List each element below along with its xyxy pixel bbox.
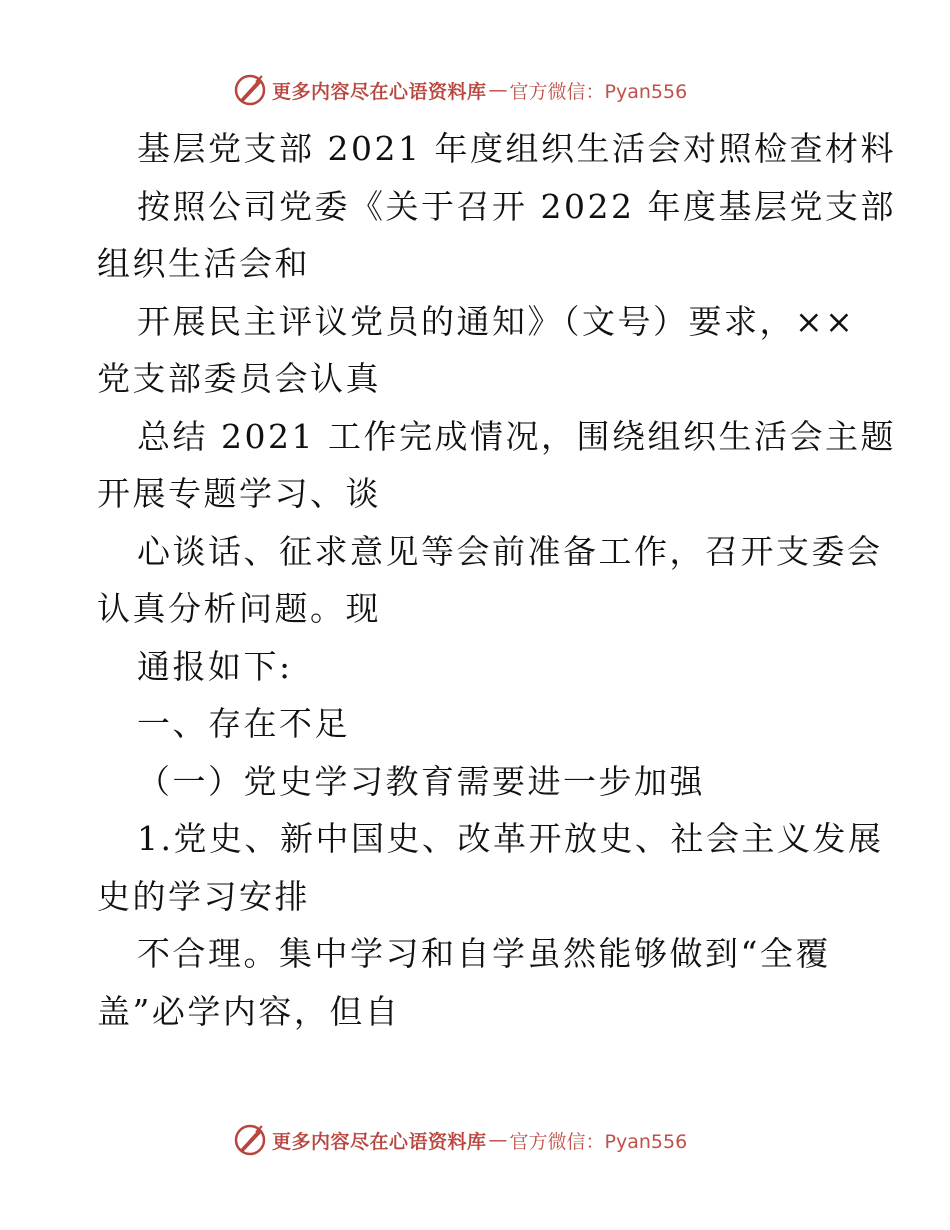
banner-text: 更多内容尽在心语资料库: [272, 80, 487, 103]
document-body: [97, 120, 896, 1040]
paragraph-line: 不合理。集中学习和自学虽然能够做到“全覆: [137, 934, 831, 973]
paragraph-line: 1.党史、新中国史、改革开放史、社会主义发展: [137, 819, 884, 858]
banner-wechat: 官方微信：Pyan556: [509, 1130, 688, 1153]
paragraph-line: 党支部委员会认真: [97, 359, 381, 398]
header-banner: [232, 70, 687, 110]
paragraph-line: 按照公司党委《关于召开 2022 年度基层党支部: [137, 186, 896, 226]
paragraph-line: 史的学习安排: [97, 876, 310, 916]
paragraph-line: 盖”必学内容，但自: [97, 991, 401, 1031]
banner-wechat: 官方微信：Pyan556: [509, 80, 688, 103]
banner-separator: —: [488, 1129, 508, 1151]
paragraph-line: 通报如下:: [137, 646, 293, 686]
paragraph-line: 开展专题学习、谈: [97, 474, 381, 513]
document-title: 基层党支部 2021 年度组织生活会对照检查材料: [137, 129, 896, 168]
paragraph-line: 认真分析问题。现: [97, 589, 381, 628]
subsection-heading: （一）党史学习教育需要进一步加强: [137, 761, 705, 801]
paragraph-line: 总结 2021 工作完成情况，围绕组织生活会主题: [137, 416, 896, 456]
paragraph-line: 心谈话、征求意见等会前准备工作，召开支委会: [137, 531, 883, 571]
footer-banner: [232, 1120, 687, 1160]
banner-text: 更多内容尽在心语资料库: [272, 1130, 487, 1153]
section-heading: 一、存在不足: [137, 704, 350, 743]
banner-separator: —: [488, 79, 508, 101]
paragraph-line: 组织生活会和: [97, 244, 310, 283]
paragraph-line: 开展民主评议党员的通知》（文号）要求，××: [137, 301, 856, 341]
quill-pen-logo-icon: [232, 1122, 268, 1158]
quill-pen-logo-icon: [232, 72, 268, 108]
